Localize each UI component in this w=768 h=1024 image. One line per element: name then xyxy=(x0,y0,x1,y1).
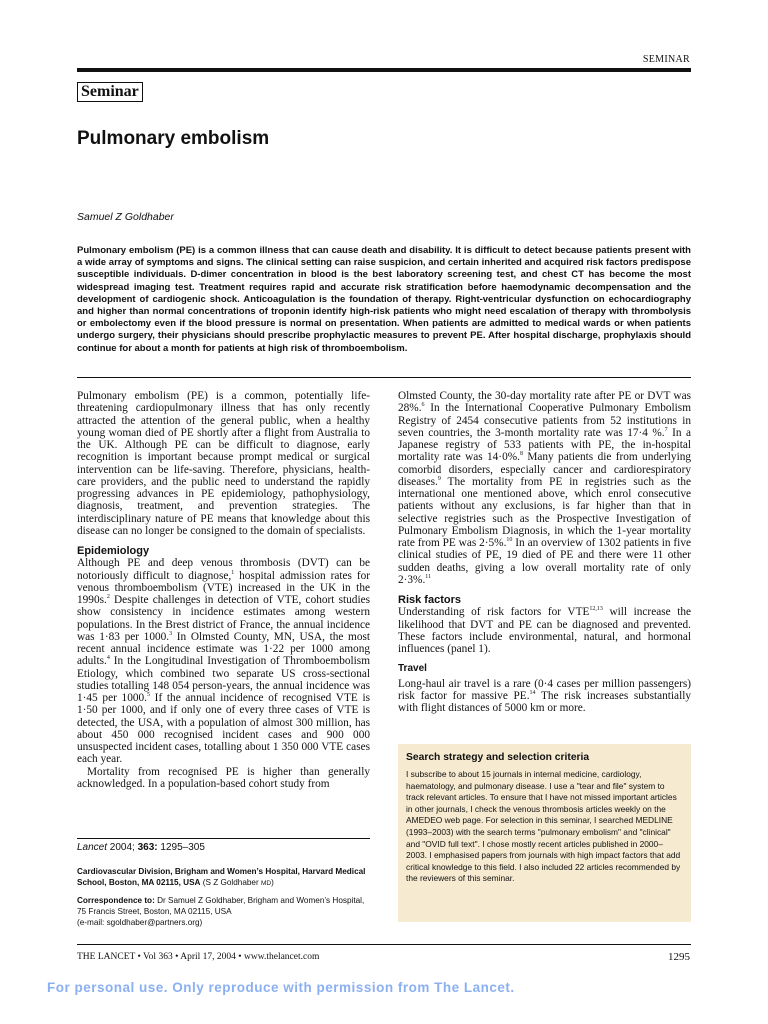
citation-line: Lancet 2004; 363: 1295–305 xyxy=(77,842,205,853)
reference-11: 11 xyxy=(425,573,432,580)
reference-4: 4 xyxy=(106,655,110,662)
top-rule xyxy=(77,68,691,72)
reference-5: 5 xyxy=(146,692,150,699)
heading-travel: Travel xyxy=(398,663,427,675)
reference-6: 6 xyxy=(421,402,425,409)
author-name: Samuel Z Goldhaber xyxy=(77,211,174,223)
citation-rule xyxy=(77,838,370,839)
search-strategy-text: I subscribe to about 15 journals in internal medicine, cardiology, haematology, and pulmonary disease. I use a "tear and file" system to track relevant articles. To ensure that I have not missed important articles in other journals, I check the venous thrombosis articles weekly on the AMEDEO web page. For selection in this seminar, I searched MEDLINE (1993–2003) with the search terms "pulmonary embolism" and "clinical" and "OVID full text". I chose mostly recent articles published in 2000–2003. I emphasised papers from journals with high impact factors that add critical knowledge to this field. I also included 22 articles recommended by the reviewers of this seminar. xyxy=(406,769,681,884)
reference-1: 1 xyxy=(231,569,235,576)
watermark-notice: For personal use. Only reproduce with permission from The Lancet. xyxy=(47,980,515,995)
heading-epidemiology: Epidemiology xyxy=(77,545,150,557)
affiliation: Cardiovascular Division, Brigham and Women’s Hospital, Harvard Medical School, Boston, MA 02115, USA (S Z Goldhaber MD) xyxy=(77,867,366,887)
heading-risk-factors: Risk factors xyxy=(398,594,461,606)
reference-7: 7 xyxy=(664,426,668,433)
reference-9: 9 xyxy=(437,475,441,482)
search-strategy-title: Search strategy and selection criteria xyxy=(406,752,590,763)
section-label: Seminar xyxy=(77,82,143,102)
affiliation-block xyxy=(77,866,370,934)
reference-12-13: 12,13 xyxy=(589,606,603,613)
reference-8: 8 xyxy=(519,451,523,458)
search-strategy-panel xyxy=(398,744,691,922)
abstract-rule xyxy=(77,377,691,378)
reference-10: 10 xyxy=(506,537,513,544)
abstract: Pulmonary embolism (PE) is a common illness that can cause death and disability. It is difficult to detect because patients present with a wide array of symptoms and signs. The clinical setting can raise suspicion, and certain inherited and acquired risk factors predispose susceptible individuals. D-dimer concentration in blood is the best laboratory screening test, and chest CT has become the most widespread imaging test. Treatment requires rapid and accurate risk stratification before haemodynamic decompensation and the development of cardiogenic shock. Anticoagulation is the foundation of therapy. Right-ventricular dysfunction on echocardiography and higher than normal concentrations of troponin identify high-risk patients who might need escalation of therapy with thrombolysis or embolectomy even if the blood pressure is normal on presentation. When patients are admitted to medical wards or when patients undergo surgery, their physicians should prescribe prophylactic measures to prevent PE. After hospital discharge, prophylaxis should continue for about a month for patients at high risk of thromboembolism. xyxy=(77,245,691,354)
mortality-continued-paragraph: Olmsted County, the 30-day mortality rate after PE or DVT was 28%.$^6$ In the International Cooperative Pulmonary Embolism Registry of 2454 consecutive patients from 52 institutions in seven countries, the 3-month mortality rate was 17·4 %.$^7$ In a Japanese registry of 533 patients with PE, the in-hospital mortality rate was 14·0%.$^8$ Many patients die from underlying comorbid disorders, especially cancer and cardiorespiratory diseases.$^9$ The mortality from PE in registries such as the international one mentioned above, which enrol consecutive patients without any exclusions, is far higher than that in selective registries such as the Prospective Investigation of Pulmonary Embolism Diagnosis, in which the 1-year mortality rate from PE was 2·5%.$^{10}$ In an overview of 1302 patients in five clinical studies of PE, 19 died of PE and there were 11 other sudden deaths, giving a low overall mortality rate of only 2·3%.$^{11}$ xyxy=(398,390,692,586)
email-text: (e-mail: sgoldhaber@partners.org) xyxy=(77,918,203,927)
reference-2: 2 xyxy=(106,594,110,601)
page-number: 1295 xyxy=(668,951,690,963)
mortality-paragraph: Mortality from recognised PE is higher than generally acknowledged. In a population-based cohort study from xyxy=(77,765,370,790)
left-column xyxy=(77,390,370,790)
footer-rule xyxy=(77,944,691,945)
correspondence: Correspondence to: Dr Samuel Z Goldhaber, Brigham and Women’s Hospital, 75 Francis Street, Boston, MA 02115, USA (e-mail: sgoldhaber@partners.org) xyxy=(77,896,365,927)
reference-3: 3 xyxy=(169,630,173,637)
risk-factors-paragraph: Understanding of risk factors for VTE$^{12,13}$ will increase the likelihood that DVT and PE can be diagnosed and prevented. These factors include environmental, natural, and hormonal influences (panel 1). xyxy=(398,606,692,655)
travel-paragraph: Long-haul air travel is a rare (0·4 cases per million passengers) risk factor for massive PE.$^{14}$ The risk increases substantially with flight distances of 5000 km or more. xyxy=(398,677,691,714)
epidemiology-paragraph: Although PE and deep venous thrombosis (DVT) can be notoriously difficult to diagnose,$^1$ hospital admission rates for venous thromboembolism (VTE) increased in the UK in the 1990s.$^2$ Despite challenges in detection of VTE, cohort studies show consistency in incidence estimates among western populations. In the Brest district of France, the annual incidence was 1·83 per 1000.$^3$ In Olmsted County, MN, USA, the most recent annual incidence estimate was 1·22 per 1000 among adults.$^4$ In the Longitudinal Investigation of Thromboembolism Etiology, which combined two separate US cross-sectional studies totalling 148 054 person-years, the annual incidence was 1·45 per 1000.$^5$ If the annual incidence of recognised VTE is 1·50 per 1000, and if only one of every three cases of VTE is detected, the USA, with a population of almost 300 million, has about 450 000 recognised incident cases and 900 000 unsuspected incident cases, totalling about 1 350 000 VTE cases each year. xyxy=(77,557,371,766)
running-header: SEMINAR xyxy=(642,54,690,65)
intro-paragraph: Pulmonary embolism (PE) is a common, potentially life-threatening cardiopulmonary illness that has only recently attracted the attention of the general public, when a healthy young woman died of PE shortly after a flight from Australia to the UK. Although PE can be difficult to diagnose, early recognition is important because prompt medical or surgical intervention can be life-saving. Therefore, physicians, health-care providers, and the public need to understand the rapidly progressing advances in PE epidemiology, pathophysiology, diagnosis, treatment, and prevention strategies. The interdisciplinary nature of PE means that knowledge about this disease can no longer be consigned to the domain of specialists. xyxy=(77,390,370,537)
right-column xyxy=(398,390,691,714)
article-title: Pulmonary embolism xyxy=(77,128,270,149)
footer-journal-info: THE LANCET • Vol 363 • April 17, 2004 • www.thelancet.com xyxy=(77,952,320,962)
reference-14: 14 xyxy=(529,689,536,696)
